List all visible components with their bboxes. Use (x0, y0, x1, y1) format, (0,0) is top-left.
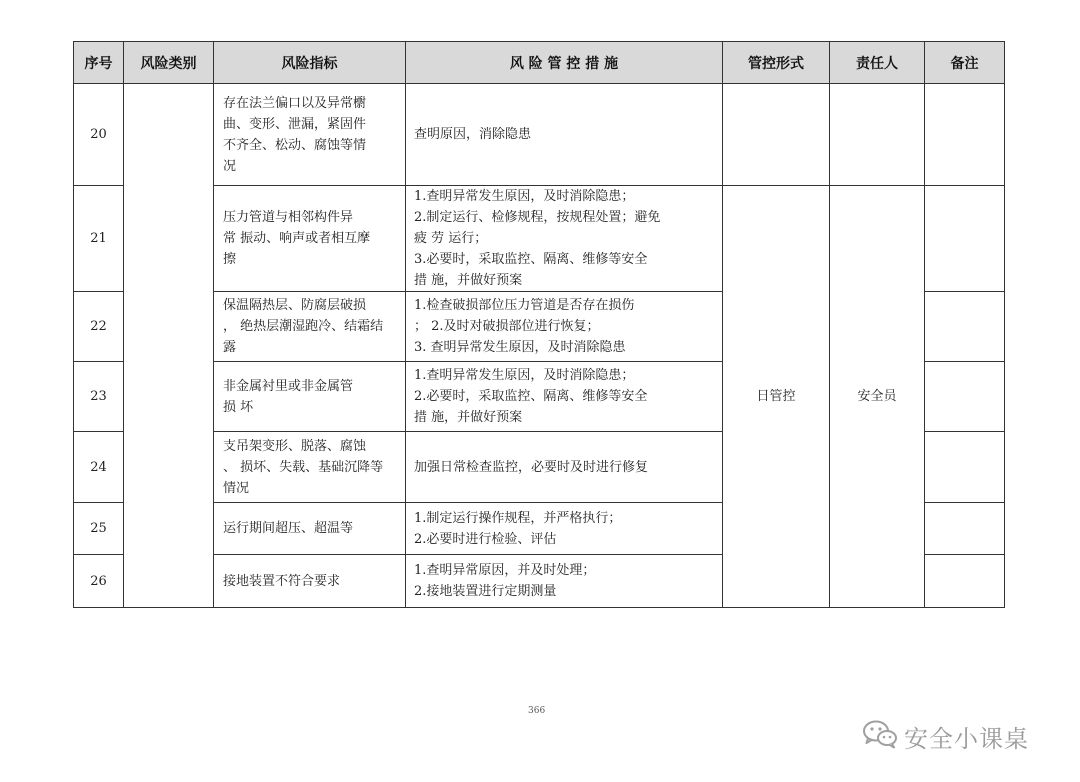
col-header-responsible: 责任人 (830, 42, 925, 84)
table-row (74, 84, 1005, 186)
control-measures (406, 84, 723, 186)
measure-line: 1.检查破损部位压力管道是否存在损伤 ； 2.及时对破损部位进行恢复； (414, 298, 635, 334)
row-number: 22 (74, 292, 124, 362)
header-row (74, 42, 1005, 84)
page-number: 366 (528, 706, 546, 716)
measure-line: 3. 查明异常发生原因，及时消除隐患 (414, 340, 626, 355)
risk-indicator: 保温隔热层、防腐层破损 ， 绝热层潮湿跑冷、结霜结 露 (214, 292, 406, 362)
risk-category-cell (124, 84, 214, 608)
risk-indicator: 非金属衬里或非金属管 损 坏 (214, 362, 406, 432)
col-header-control-form: 管控形式 (723, 42, 830, 84)
table-row (74, 186, 1005, 292)
measure-line: 1.查明异常发生原因，及时消除隐患； (414, 189, 635, 204)
col-header-no: 序号 (74, 42, 124, 84)
risk-indicator: 压力管道与相邻构件异 常 振动、响声或者相互摩 擦 (214, 186, 406, 292)
measure-line: 2.必要时进行检验、评估 (414, 531, 557, 547)
control-measures (406, 292, 723, 362)
risk-indicator: 接地装置不符合要求 (214, 555, 406, 608)
measure-line: 加强日常检查监控，必要时及时进行修复 (414, 459, 649, 475)
col-header-category: 风险类别 (124, 42, 214, 84)
remarks-cell (925, 186, 1005, 292)
row-number: 24 (74, 432, 124, 503)
col-header-indicator: 风险指标 (214, 42, 406, 84)
watermark-text: 安全小课桌 (904, 724, 1029, 753)
remarks-cell (925, 362, 1005, 432)
risk-indicator: 存在法兰偏口以及异常㯹 曲、变形、泄漏，紧固件 不齐全、松动、腐蚀等情 况 (214, 84, 406, 186)
measure-line: 2.必要时，采取监控、隔离、维修等安全 措 施，并做好预案 (414, 389, 648, 425)
row-number: 25 (74, 503, 124, 555)
control-measures (406, 432, 723, 503)
risk-indicator: 支吊架变形、脱落、腐蚀 、 损坏、失载、基础沉降等 情况 (214, 432, 406, 503)
control-measures (406, 555, 723, 608)
remarks-cell (925, 555, 1005, 608)
remarks-cell (925, 84, 1005, 186)
responsible-cell: 安全员 (830, 186, 925, 608)
risk-indicator: 运行期间超压、超温等 (214, 503, 406, 555)
control-form-cell: 日管控 (723, 186, 830, 608)
col-header-measures: 风 险 管 控 措 施 (406, 42, 723, 84)
wechat-icon (862, 719, 898, 753)
row-number: 20 (74, 84, 124, 186)
control-measures (406, 503, 723, 555)
measure-line: 1.制定运行操作规程，并严格执行； (414, 510, 622, 526)
measure-line: 1.查明异常发生原因，及时消除隐患； (414, 368, 635, 383)
measure-line: 2.接地装置进行定期测量 (414, 584, 557, 599)
remarks-cell (925, 432, 1005, 503)
measure-line: 2.制定运行、检修规程，按规程处置；避免 疲 劳 运行； (414, 210, 661, 246)
remarks-cell (925, 292, 1005, 362)
measure-line: 3.必要时，采取监控、隔离、维修等安全 措 施，并做好预案 (414, 252, 648, 288)
row-number: 23 (74, 362, 124, 432)
watermark (862, 718, 1029, 754)
control-measures (406, 362, 723, 432)
col-header-remarks: 备注 (925, 42, 1005, 84)
measure-line: 查明原因，消除隐患 (414, 127, 532, 142)
remarks-cell (925, 503, 1005, 555)
risk-control-table (73, 41, 1005, 608)
measure-line: 1.查明异常原因，并及时处理； (414, 563, 596, 578)
row-number: 21 (74, 186, 124, 292)
responsible-cell-empty (830, 84, 925, 186)
control-form-cell-empty (723, 84, 830, 186)
control-measures (406, 186, 723, 292)
row-number: 26 (74, 555, 124, 608)
